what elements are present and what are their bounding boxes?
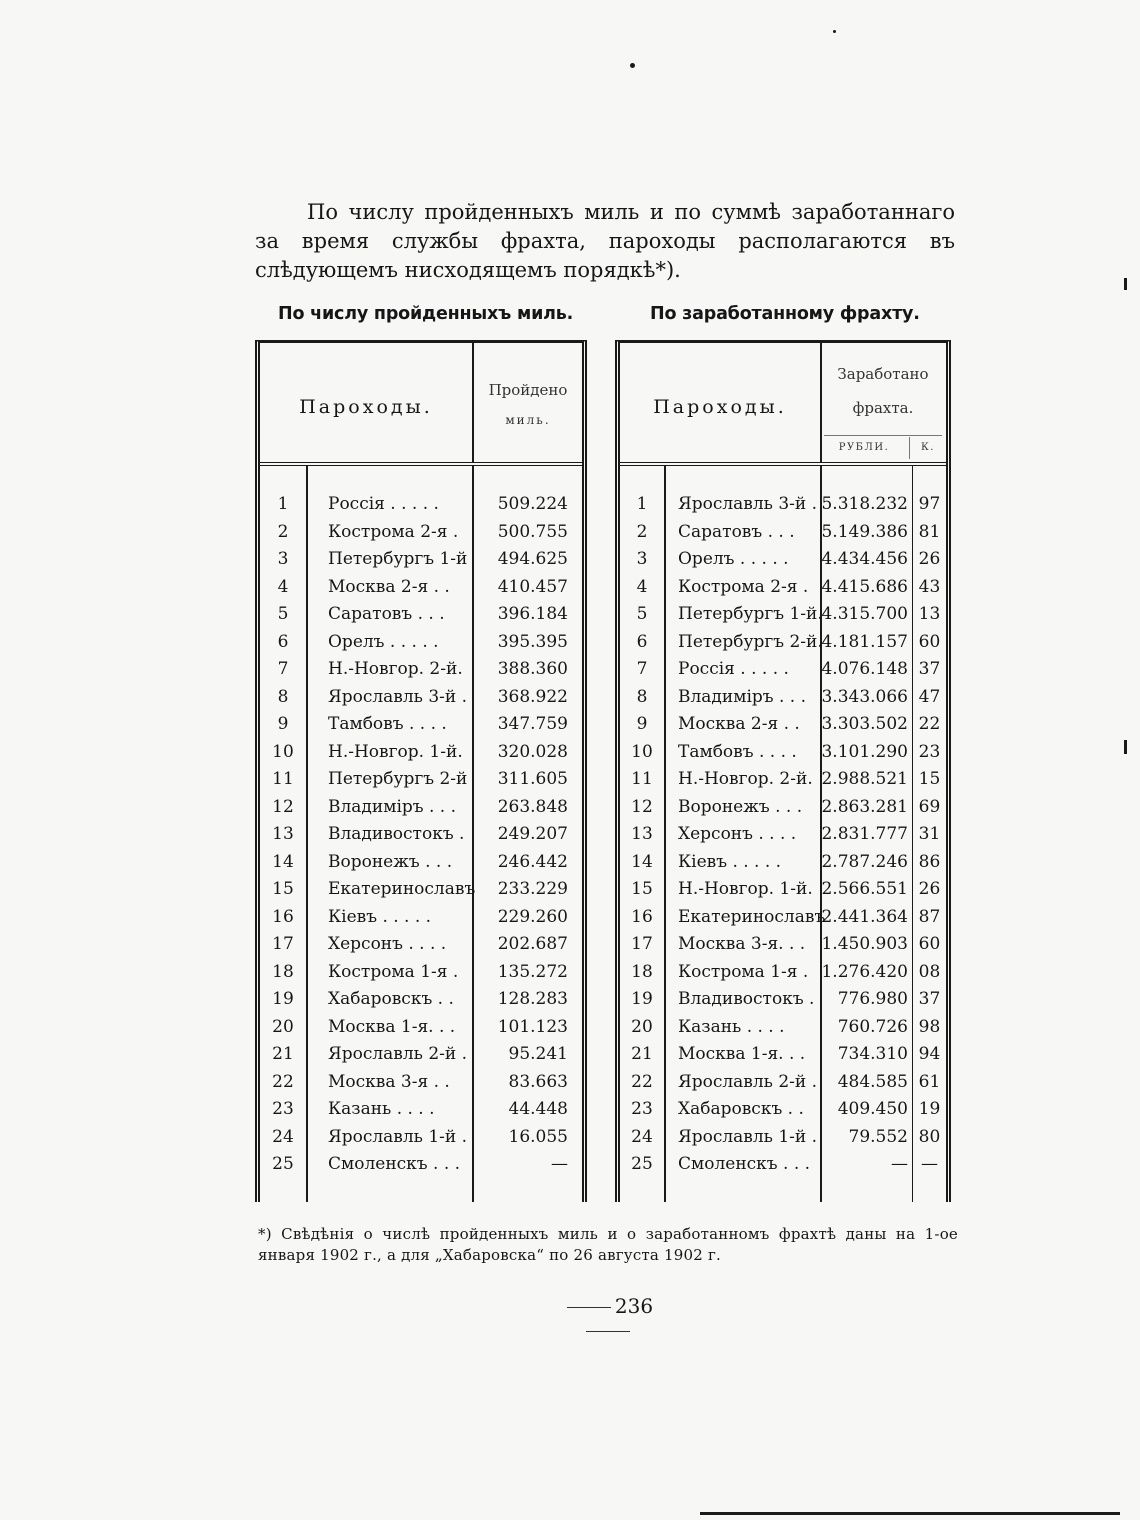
- ship-name: Воронежъ . . .: [328, 851, 453, 872]
- table-row: [260, 574, 582, 601]
- ship-name: Тамбовъ . . . .: [328, 714, 447, 734]
- table-row: [620, 546, 946, 573]
- ship-name: Москва 2-я . .: [328, 576, 450, 597]
- kopecks-value: 80: [918, 1126, 941, 1147]
- row-number: 25: [631, 1154, 653, 1174]
- footnote: *) Свѣдѣнія о числѣ пройденныхъ миль и о заработанномъ фрахтѣ даны на 1-ое января 1902 г., а для „Хабаровска“ по 26 августа 1902 г.: [258, 1225, 958, 1264]
- row-number: 22: [272, 1071, 294, 1092]
- row-number: 4: [277, 576, 289, 597]
- miles-value: 395.395: [497, 631, 568, 652]
- table-row: [260, 656, 582, 683]
- table-row: [620, 491, 946, 518]
- kopecks-value: 26: [918, 879, 941, 899]
- ship-name: Хабаровскъ . .: [328, 989, 454, 1009]
- ship-name: Кострома 2-я .: [328, 521, 459, 542]
- kopecks-value: 69: [918, 796, 941, 817]
- miles-value: 494.625: [497, 549, 568, 569]
- kopecks-column-header: К.: [921, 442, 935, 453]
- ship-name: Владиміръ . . .: [678, 686, 807, 707]
- miles-value: 509.224: [497, 494, 568, 514]
- row-number: 5: [636, 604, 648, 624]
- miles-value: 249.207: [497, 824, 568, 844]
- miles-value: 396.184: [497, 604, 568, 624]
- rubles-value: 4.415.686: [821, 576, 908, 597]
- table-row: [260, 986, 582, 1013]
- table-row: [620, 821, 946, 848]
- table-row: [620, 794, 946, 821]
- miles-value: —: [551, 1154, 568, 1174]
- ship-name: Воронежъ . . .: [678, 796, 803, 817]
- miles-value: 347.759: [497, 714, 568, 734]
- kopecks-value: 08: [918, 961, 941, 982]
- kopecks-value: 47: [918, 686, 941, 707]
- miles-value: 500.755: [497, 521, 568, 542]
- miles-value: 320.028: [497, 741, 568, 762]
- miles-table-header: [260, 343, 582, 466]
- miles-value: 311.605: [497, 769, 568, 789]
- rubles-value: 4.076.148: [821, 659, 908, 679]
- kopecks-value: 22: [918, 714, 941, 734]
- table-row: [620, 574, 946, 601]
- table-row: [260, 1124, 582, 1151]
- kopecks-value: 43: [918, 576, 941, 597]
- row-number: 5: [277, 604, 289, 624]
- miles-value: 16.055: [508, 1126, 568, 1147]
- row-number: 4: [636, 576, 648, 597]
- rubles-value: 2.988.521: [821, 769, 908, 789]
- table-row: [260, 546, 582, 573]
- ship-name: Кострома 1-я .: [678, 961, 809, 982]
- row-number: 2: [636, 521, 648, 542]
- kopecks-value: 81: [918, 521, 941, 542]
- miles-value: 263.848: [497, 796, 568, 817]
- scan-edge-mark: [1124, 278, 1127, 290]
- row-number: 12: [631, 796, 653, 817]
- rubles-value: 2.831.777: [821, 824, 908, 844]
- table-row: [620, 601, 946, 628]
- table-row: [620, 1041, 946, 1068]
- row-number: 19: [631, 989, 653, 1009]
- row-number: 1: [277, 494, 289, 514]
- ship-name: Н.-Новгор. 1-й.: [328, 741, 463, 762]
- row-number: 18: [631, 961, 653, 982]
- rubles-value: 4.315.700: [821, 604, 908, 624]
- table-row: [620, 766, 946, 793]
- rubles-value: 2.863.281: [821, 796, 908, 817]
- row-number: 1: [636, 494, 648, 514]
- miles-value: 202.687: [497, 934, 568, 954]
- rubles-value: 2.787.246: [821, 851, 908, 872]
- miles-value: 44.448: [508, 1099, 568, 1119]
- ship-name: Ярославль 1-й .: [328, 1126, 468, 1147]
- ship-name: Ярославль 3-й .: [328, 686, 468, 707]
- table-row: [260, 766, 582, 793]
- miles-value: 135.272: [497, 961, 568, 982]
- kopecks-value: 37: [918, 659, 941, 679]
- ship-name: Владивостокъ .: [328, 824, 465, 844]
- table-row: [620, 904, 946, 931]
- row-number: 13: [272, 824, 294, 844]
- ship-name: Н.-Новгор. 2-й.: [328, 659, 463, 679]
- ship-name: Хабаровскъ . .: [678, 1099, 804, 1119]
- row-number: 15: [272, 879, 294, 899]
- rubles-value: 4.181.157: [821, 631, 908, 652]
- table-row: [620, 849, 946, 876]
- page-number-dash: [586, 1331, 630, 1332]
- rubles-value: 5.149.386: [821, 521, 908, 542]
- table-row: [620, 629, 946, 656]
- row-number: 16: [272, 906, 294, 927]
- ship-name: Петербургъ 1-й: [328, 549, 468, 569]
- ship-name: Херсонъ . . . .: [678, 824, 797, 844]
- row-number: 23: [631, 1099, 653, 1119]
- row-number: 18: [272, 961, 294, 982]
- scan-edge-mark: [1124, 740, 1127, 754]
- rubles-value: 1.276.420: [821, 961, 908, 982]
- ship-name: Петербургъ 2-й: [328, 769, 468, 789]
- kopecks-value: 60: [918, 934, 941, 954]
- freight-table: [615, 340, 951, 1202]
- rubles-value: 5.318.232: [821, 494, 908, 514]
- table-row: [620, 876, 946, 903]
- kopecks-value: 26: [918, 549, 941, 569]
- miles-value: 233.229: [497, 879, 568, 899]
- rubles-value: 3.303.502: [821, 714, 908, 734]
- ship-name: Н.-Новгор. 2-й.: [678, 769, 813, 789]
- page-number-dash: [567, 1307, 611, 1308]
- ship-name: Россія . . . . .: [678, 659, 789, 679]
- ship-name: Владивостокъ .: [678, 989, 815, 1009]
- rubles-value: 409.450: [837, 1099, 908, 1119]
- row-number: 13: [631, 824, 653, 844]
- kopecks-value: 19: [918, 1099, 941, 1119]
- ship-name: Россія . . . . .: [328, 494, 439, 514]
- rubles-value: 3.343.066: [821, 686, 908, 707]
- ship-name: Екатеринославъ: [678, 906, 826, 927]
- ship-name: Орелъ . . . . .: [678, 549, 789, 569]
- ship-name: Владиміръ . . .: [328, 796, 457, 817]
- ship-name: Москва 3-я . .: [328, 1071, 450, 1092]
- scan-edge-mark: [700, 1512, 1120, 1515]
- rubles-value: 2.441.364: [821, 906, 908, 927]
- row-number: 3: [636, 549, 648, 569]
- table-row: [260, 849, 582, 876]
- kopecks-value: 61: [918, 1071, 941, 1092]
- row-number: 7: [636, 659, 648, 679]
- ship-name: Екатеринославъ: [328, 879, 476, 899]
- kopecks-value: 86: [918, 851, 941, 872]
- table-row: [620, 1014, 946, 1041]
- rubles-value: 734.310: [837, 1044, 908, 1064]
- ship-name: Ярославль 2-й .: [328, 1044, 468, 1064]
- row-number: 21: [272, 1044, 294, 1064]
- rubles-value: 3.101.290: [821, 741, 908, 762]
- miles-column-header-line2: миль.: [505, 413, 551, 427]
- ship-name: Кіевъ . . . . .: [328, 906, 432, 927]
- row-number: 23: [272, 1099, 294, 1119]
- miles-value: 83.663: [508, 1071, 568, 1092]
- kopecks-value: 31: [918, 824, 941, 844]
- rubles-column-header: РУБЛИ.: [838, 442, 890, 453]
- table-row: [260, 794, 582, 821]
- row-number: 14: [272, 851, 294, 872]
- header-rule: [824, 435, 942, 436]
- row-number: 20: [631, 1016, 653, 1037]
- row-number: 8: [277, 686, 289, 707]
- table-row: [620, 959, 946, 986]
- row-number: 15: [631, 879, 653, 899]
- table-row: [620, 656, 946, 683]
- row-number: 9: [277, 714, 289, 734]
- rubles-value: 484.585: [837, 1071, 908, 1092]
- row-number: 9: [636, 714, 648, 734]
- table-row: [260, 904, 582, 931]
- ship-name: Петербургъ 1-й.: [678, 604, 823, 624]
- table-row: [620, 739, 946, 766]
- table-row: [260, 959, 582, 986]
- row-number: 3: [277, 549, 289, 569]
- kopecks-value: 87: [918, 906, 941, 927]
- ship-name: Ярославль 1-й .: [678, 1126, 818, 1147]
- ship-name: Кострома 1-я .: [328, 961, 459, 982]
- ship-name: Петербургъ 2-й.: [678, 631, 823, 652]
- kopecks-value: 15: [918, 769, 941, 789]
- ship-name: Саратовъ . . .: [328, 604, 445, 624]
- table-row: [260, 1069, 582, 1096]
- kopecks-value: 97: [918, 494, 941, 514]
- ship-name: Орелъ . . . . .: [328, 631, 439, 652]
- rubles-value: 776.980: [837, 989, 908, 1009]
- kopecks-value: 94: [918, 1044, 941, 1064]
- column-rule: [820, 343, 822, 462]
- miles-value: 410.457: [497, 576, 568, 597]
- rubles-value: 1.450.903: [821, 934, 908, 954]
- row-number: 14: [631, 851, 653, 872]
- table-row: [260, 1096, 582, 1123]
- row-number: 11: [631, 769, 653, 789]
- row-number: 10: [631, 741, 653, 762]
- rubles-value: 4.434.456: [821, 549, 908, 569]
- ship-name: Кіевъ . . . . .: [678, 851, 782, 872]
- table-row: [260, 1014, 582, 1041]
- page-number-value: 236: [614, 1294, 654, 1318]
- row-number: 6: [636, 631, 648, 652]
- table-row: [620, 1151, 946, 1178]
- rubles-value: —: [891, 1154, 908, 1174]
- row-number: 6: [277, 631, 289, 652]
- table-row: [260, 1041, 582, 1068]
- ship-name: Смоленскъ . . .: [678, 1154, 811, 1174]
- miles-value: 368.922: [497, 686, 568, 707]
- table-row: [260, 821, 582, 848]
- ship-name: Москва 1-я. . .: [678, 1044, 806, 1064]
- table-row: [620, 1124, 946, 1151]
- freight-column-header-line2: фрахта.: [852, 399, 914, 417]
- row-number: 19: [272, 989, 294, 1009]
- miles-value: 246.442: [497, 851, 568, 872]
- header-rule: [909, 437, 910, 459]
- row-number: 25: [272, 1154, 294, 1174]
- table-row: [260, 629, 582, 656]
- scan-speck: [833, 30, 836, 33]
- table-row: [620, 931, 946, 958]
- row-number: 20: [272, 1016, 294, 1037]
- column-rule: [472, 343, 474, 462]
- miles-value: 101.123: [497, 1016, 568, 1037]
- kopecks-value: 23: [918, 741, 941, 762]
- row-number: 24: [631, 1126, 653, 1147]
- ship-name: Москва 1-я. . .: [328, 1016, 456, 1037]
- row-number: 22: [631, 1071, 653, 1092]
- freight-table-heading: По заработанному фрахту.: [650, 304, 920, 324]
- ship-name: Кострома 2-я .: [678, 576, 809, 597]
- ships-column-header: Пароходы.: [299, 396, 433, 418]
- miles-value: 128.283: [497, 989, 568, 1009]
- ship-name: Н.-Новгор. 1-й.: [678, 879, 813, 899]
- freight-column-header-line1: Заработано: [837, 365, 929, 383]
- miles-value: 388.360: [497, 659, 568, 679]
- ship-name: Ярославль 2-й .: [678, 1071, 818, 1092]
- row-number: 11: [272, 769, 294, 789]
- intro-paragraph: По числу пройденныхъ миль и по суммѣ заработаннаго за время службы фрахта, пароходы располагаются въ слѣдующемъ нисходящемъ порядкѣ*).: [255, 200, 955, 282]
- table-row: [620, 519, 946, 546]
- table-row: [620, 684, 946, 711]
- table-row: [260, 739, 582, 766]
- ship-name: Херсонъ . . . .: [328, 934, 447, 954]
- row-number: 2: [277, 521, 289, 542]
- kopecks-value: 13: [918, 604, 941, 624]
- table-row: [260, 491, 582, 518]
- ship-name: Тамбовъ . . . .: [678, 741, 797, 762]
- table-row: [260, 876, 582, 903]
- table-row: [620, 1096, 946, 1123]
- table-row: [620, 711, 946, 738]
- row-number: 10: [272, 741, 294, 762]
- row-number: 21: [631, 1044, 653, 1064]
- ship-name: Смоленскъ . . .: [328, 1154, 461, 1174]
- rubles-value: 2.566.551: [821, 879, 908, 899]
- table-row: [260, 684, 582, 711]
- miles-column-header-line1: Пройдено: [488, 381, 568, 399]
- table-row: [620, 986, 946, 1013]
- row-number: 16: [631, 906, 653, 927]
- row-number: 8: [636, 686, 648, 707]
- table-row: [260, 931, 582, 958]
- freight-table-header: [620, 343, 946, 466]
- row-number: 12: [272, 796, 294, 817]
- kopecks-value: 60: [918, 631, 941, 652]
- kopecks-value: 98: [918, 1016, 941, 1037]
- row-number: 17: [631, 934, 653, 954]
- ship-name: Ярославль 3-й .: [678, 494, 818, 514]
- row-number: 24: [272, 1126, 294, 1147]
- kopecks-value: —: [921, 1154, 938, 1174]
- table-row: [260, 1151, 582, 1178]
- kopecks-value: 37: [918, 989, 941, 1009]
- ship-name: Москва 2-я . .: [678, 714, 800, 734]
- miles-value: 229.260: [497, 906, 568, 927]
- row-number: 17: [272, 934, 294, 954]
- table-row: [620, 1069, 946, 1096]
- page-number: [538, 1294, 678, 1342]
- table-row: [260, 519, 582, 546]
- miles-value: 95.241: [508, 1044, 568, 1064]
- ships-column-header: Пароходы.: [653, 396, 787, 418]
- rubles-value: 79.552: [848, 1126, 908, 1147]
- scan-speck: [630, 63, 635, 68]
- table-row: [260, 711, 582, 738]
- ship-name: Казань . . . .: [678, 1016, 785, 1037]
- row-number: 7: [277, 659, 289, 679]
- table-row: [260, 601, 582, 628]
- ship-name: Казань . . . .: [328, 1099, 435, 1119]
- miles-table-heading: По числу пройденныхъ миль.: [278, 304, 574, 324]
- rubles-value: 760.726: [837, 1016, 908, 1037]
- miles-table: [255, 340, 587, 1202]
- ship-name: Москва 3-я. . .: [678, 934, 806, 954]
- ship-name: Саратовъ . . .: [678, 521, 795, 542]
